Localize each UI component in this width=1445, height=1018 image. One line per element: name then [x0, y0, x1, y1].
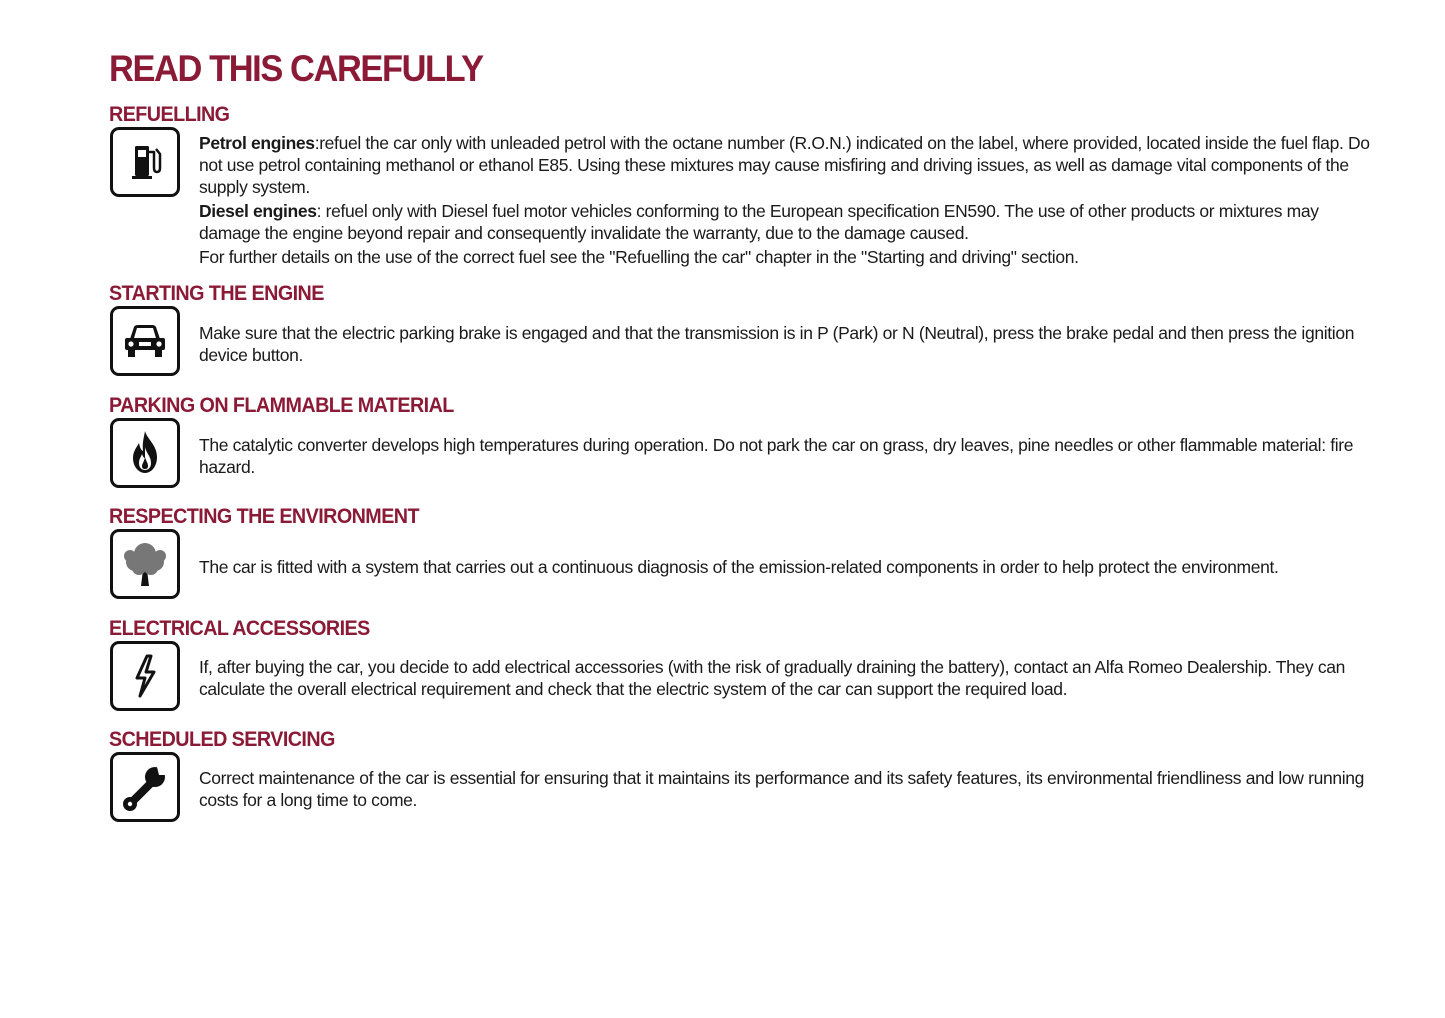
lightning-icon	[110, 641, 180, 711]
section-heading-electrical: ELECTRICAL ACCESSORIES	[109, 617, 370, 640]
further-details-text: For further details on the use of the correct fuel see the "Refuelling the car" chapter in the "Starting and driving" section.	[199, 247, 1079, 267]
electrical-text: If, after buying the car, you decide to add electrical accessories (with the risk of gradually draining the battery), contact an Alfa Romeo Dealership. They can calculate the overall electrical requirement and check that the electric system of the car can support the required load.	[199, 657, 1345, 699]
section-heading-refuelling: REFUELLING	[109, 103, 230, 126]
section-refuelling	[109, 103, 1379, 267]
section-heading-environment: RESPECTING THE ENVIRONMENT	[109, 505, 419, 528]
refuelling-text	[199, 132, 1374, 268]
section-electrical	[109, 617, 1379, 699]
tree-icon	[110, 529, 180, 599]
servicing-text: Correct maintenance of the car is essential for ensuring that it maintains its performance and its safety features, its environmental friendliness and low running costs for a long time to come.	[199, 768, 1365, 810]
flame-icon	[110, 418, 180, 488]
petrol-engines-text: :refuel the car only with unleaded petrol with the octane number (R.O.N.) indicated on the label, where provided, located inside the fuel flap. Do not use petrol containing methanol or ethanol E85. Using these mixtures may cause misfiring and driving issues, as well as damage vital components of the supply system.	[199, 133, 1370, 197]
diesel-engines-label: Diesel engines	[199, 201, 317, 221]
page-title: READ THIS CAREFULLY	[109, 48, 483, 89]
diesel-engines-text: : refuel only with Diesel fuel motor vehicles conforming to the European specification EN590. The use of other products or mixtures may damage the engine beyond repair and consequently invalidate the warranty, due to the damage caused.	[199, 201, 1319, 243]
parking-flammable-text: The catalytic converter develops high temperatures during operation. Do not park the car on grass, dry leaves, pine needles or other flammable material: fire hazard.	[199, 435, 1354, 477]
environment-text: The car is fitted with a system that carries out a continuous diagnosis of the emission-related components in order to help protect the environment.	[199, 557, 1279, 577]
petrol-engines-label: Petrol engines	[199, 133, 315, 153]
starting-engine-text: Make sure that the electric parking brake is engaged and that the transmission is in P (Park) or N (Neutral), press the brake pedal and then press the ignition device button.	[199, 323, 1355, 365]
section-starting-engine	[109, 282, 1379, 365]
section-heading-parking: PARKING ON FLAMMABLE MATERIAL	[109, 394, 454, 417]
fuel-pump-icon	[110, 127, 180, 197]
section-parking-flammable	[109, 394, 1379, 477]
car-front-icon	[110, 306, 180, 376]
section-environment	[109, 505, 1379, 577]
section-heading-servicing: SCHEDULED SERVICING	[109, 728, 335, 751]
wrench-icon	[110, 752, 180, 822]
section-servicing	[109, 728, 1379, 810]
section-heading-starting: STARTING THE ENGINE	[109, 282, 324, 305]
